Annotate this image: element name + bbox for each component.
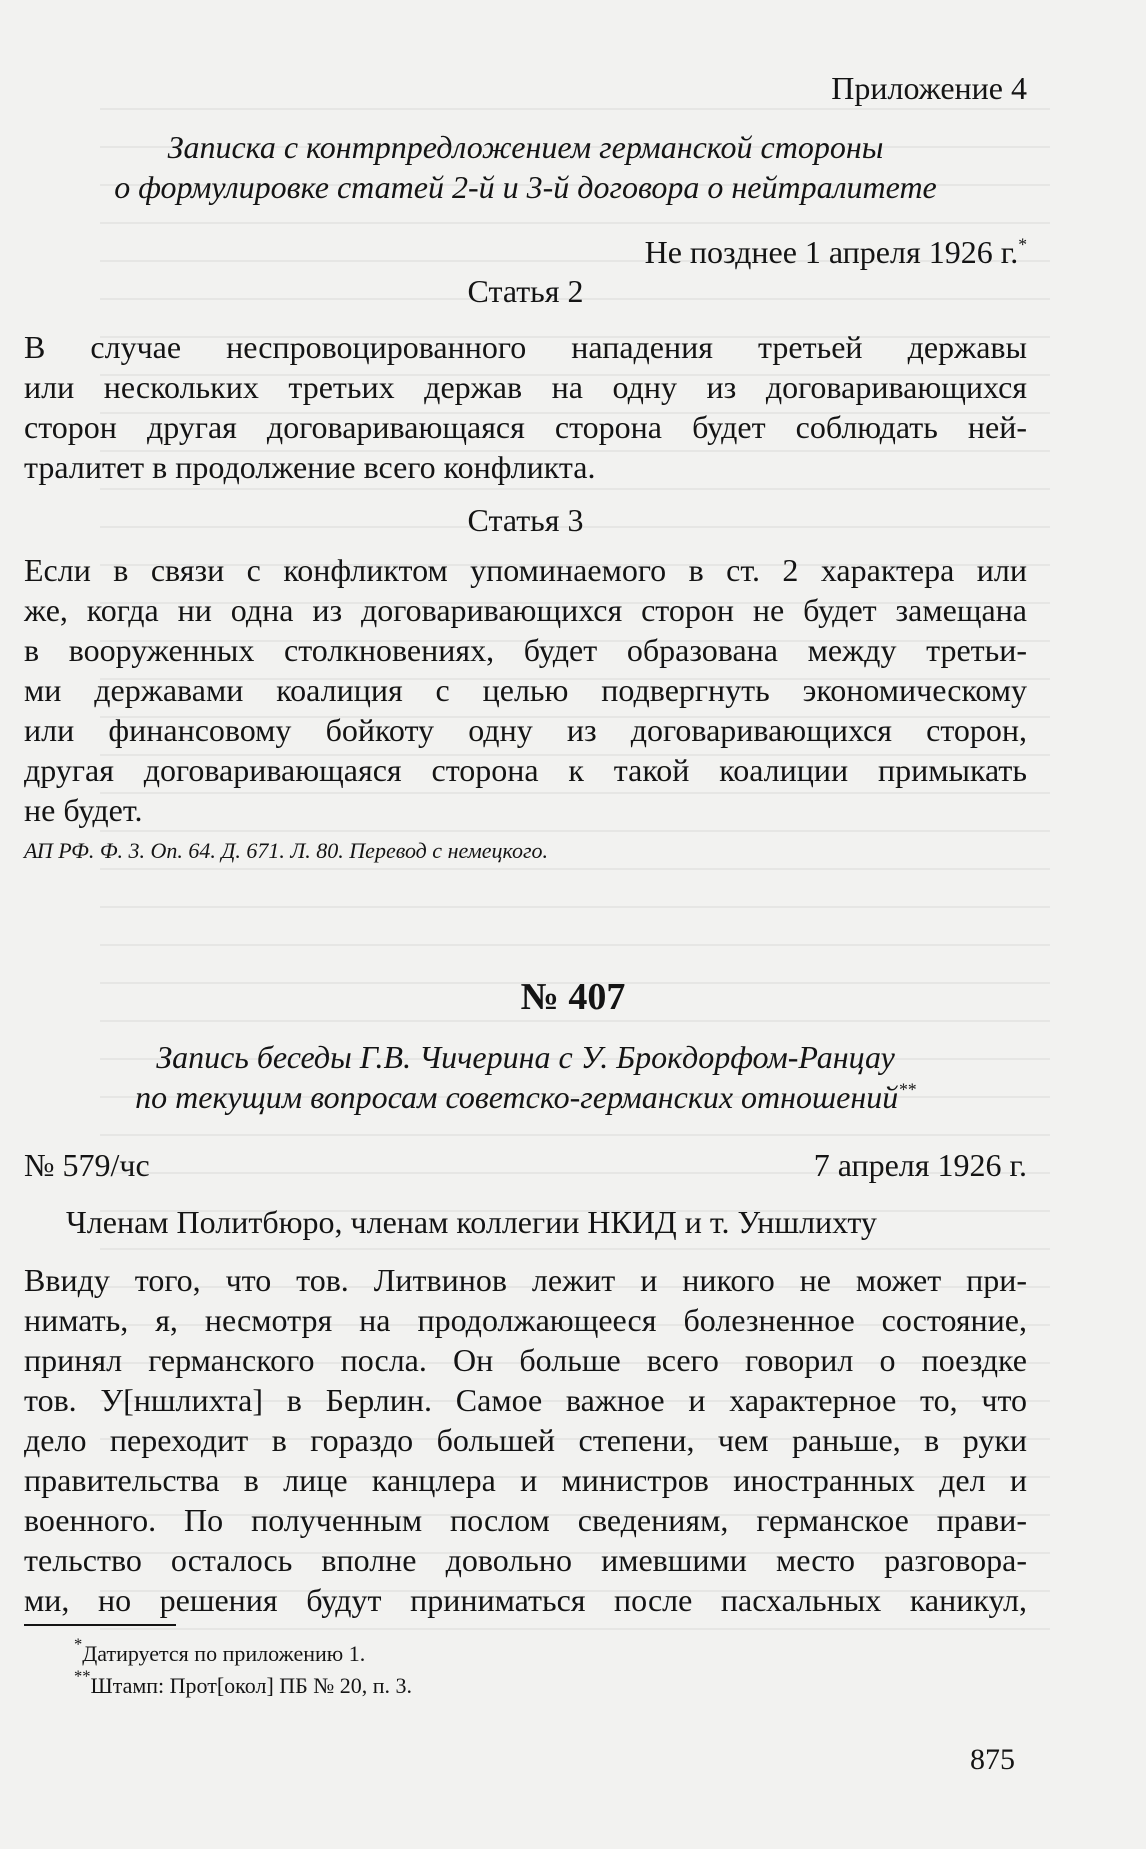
body-line: тельство осталось вполне довольно имевшими место разговора-	[24, 1542, 1027, 1578]
article-2-line: или нескольких третьих держав на одну из договаривающихся	[24, 369, 1027, 405]
article-3-line: не будет.	[24, 792, 143, 828]
article-2-line: В случае неспровоцированного нападения третьей державы	[24, 329, 1027, 365]
article-3-line: другая договаривающаяся сторона к такой коалиции примыкать	[24, 752, 1027, 788]
article-3-line: ми державами коалиция с целью подвергнуть экономическому	[24, 672, 1027, 708]
document-title-footnote-mark: **	[898, 1079, 916, 1100]
body-line: принял германского посла. Он больше всего говорил о поездке	[24, 1342, 1027, 1378]
appendix-label: Приложение 4	[831, 70, 1027, 106]
body-line: правительства в лице канцлера и министров иностранных дел и	[24, 1462, 1027, 1498]
footnote	[74, 1634, 366, 1668]
footnote-mark: **	[74, 1666, 91, 1686]
article-3-heading: Статья 3	[467, 502, 584, 538]
body-line: Ввиду того, что тов. Литвинов лежит и никого не может при-	[24, 1262, 1027, 1298]
body-line: военного. По полученным послом сведениям, германское прави-	[24, 1502, 1027, 1538]
document-number: № 407	[520, 976, 626, 1018]
article-2-line: сторон другая договаривающаяся сторона будет соблюдать ней-	[24, 409, 1027, 445]
article-2-heading: Статья 2	[467, 273, 584, 309]
document-title-line-1: Запись беседы Г.В. Чичерина с У. Брокдорфом-Ранцау	[156, 1039, 895, 1075]
page-number: 875	[970, 1743, 1015, 1776]
appendix-date-footnote-mark: *	[1018, 234, 1027, 255]
appendix-title-line-1: Записка с контрпредложением германской стороны	[167, 129, 884, 165]
article-3-line: или финансовому бойкоту одну из договаривающихся сторон,	[24, 712, 1027, 748]
footnote	[74, 1666, 413, 1700]
article-2-line: тралитет в продолжение всего конфликта.	[24, 449, 596, 485]
footnote-divider	[24, 1624, 176, 1626]
footnote-text: Штамп: Прот[окол] ПБ № 20, п. 3.	[90, 1673, 413, 1698]
footnote-mark: *	[74, 1634, 83, 1654]
article-3-line: в вооруженных столкновениях, будет образована между третьи-	[24, 632, 1027, 668]
document-reg-number: № 579/чс	[24, 1147, 150, 1183]
appendix-date-text: Не позднее 1 апреля 1926 г.	[644, 234, 1019, 270]
footnote-text: Датируется по приложению 1.	[82, 1641, 366, 1666]
body-line: тов. У[ншлихта] в Берлин. Самое важное и характерное то, что	[24, 1382, 1027, 1418]
document-addressees: Членам Политбюро, членам коллегии НКИД и т. Уншлихту	[66, 1204, 877, 1240]
article-3-line: Если в связи с конфликтом упоминаемого в ст. 2 характера или	[24, 552, 1027, 588]
document-title-line-2	[24, 1077, 1027, 1117]
document-title-line-2-text: по текущим вопросам советско-германских отношений	[135, 1079, 899, 1115]
appendix-title-line-2: о формулировке статей 2-й и 3-й договора о нейтралитете	[114, 169, 937, 205]
article-3-line: же, когда ни одна из договаривающихся сторон не будет замещана	[24, 592, 1027, 628]
body-line: ми, но решения будут приниматься после пасхальных каникул,	[24, 1582, 1027, 1618]
document-date: 7 апреля 1926 г.	[813, 1147, 1027, 1183]
body-line: нимать, я, несмотря на продолжающееся болезненное состояние,	[24, 1302, 1027, 1338]
appendix-date	[24, 232, 1027, 272]
archive-source: АП РФ. Ф. 3. Оп. 64. Д. 671. Л. 80. Перевод с немецкого.	[24, 838, 549, 863]
body-line: дело переходит в гораздо большей степени, чем раньше, в руки	[24, 1422, 1027, 1458]
